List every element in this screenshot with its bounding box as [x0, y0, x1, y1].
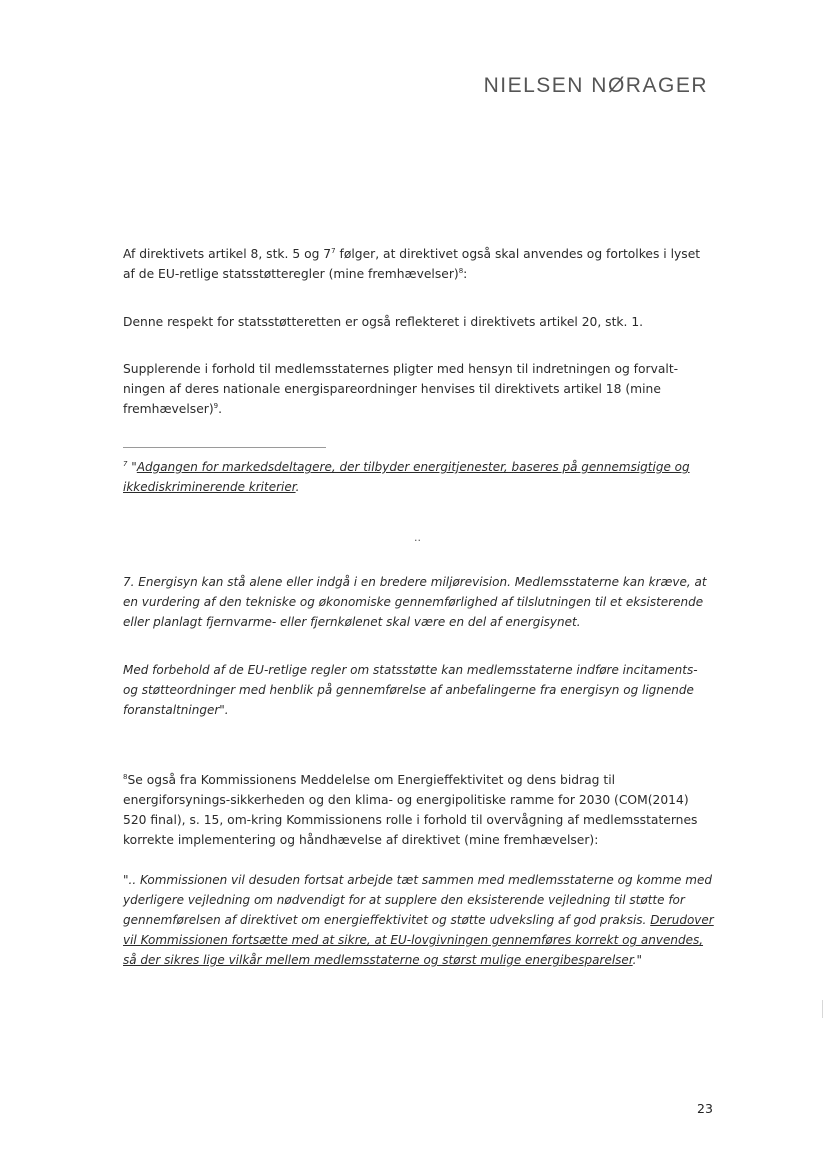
footnote-8: $^8$Se også fra Kommissionens Meddelelse om Energieffektivitet og dens bidrag til energiforsynings-sikkerheden og den klima- og energipolitiske ramme for 2030 (COM(2014) 520 final), s. 15, om-kring Kommissionens rolle i forhold til overvågning af medlemsstaternes korrekte implementering og håndhævelse af direktivet (mine fremhævelser):	[123, 772, 698, 847]
footnote-7: $^7$ "Adgangen for markedsdeltagere, der tilbyder energitjenester, baseres på gennemsigtige og ikkediskriminerende kriterier.	[123, 460, 690, 494]
quote-commission: ".. Kommissionen vil desuden fortsat arbejde tæt sammen med medlemsstaterne og komme med yderligere vejledning om nødvendigt for at supplere den eksisterende vejledning til støtte for gennemførelsen af direktivet om energieffektivitet og støtte udveksling af god praksis. Derudover vil Kommissionen fortsætte med at sikre, at EU-lovgivningen gennemføres korrekt og anvendes, så der sikres lige vilkår mellem medlemsstaterne og størst mulige energibesparelser."	[123, 873, 714, 967]
scan-edge-mark	[822, 1000, 825, 1018]
paragraph-article-18: Supplerende i forhold til medlemsstaternes pligter med hensyn til indretningen og forvalt-ningen af deres nationale energispareordninger henvises til direktivets artikel 18 (mine fremhævelser)$^9$.	[123, 362, 679, 416]
footnote-separator	[123, 447, 326, 448]
footnote-ref-9[interactable]: 9	[213, 401, 219, 410]
paragraph-article-20: Denne respekt for statsstøtteretten er også reflekteret i direktivets artikel 20, stk. 1.	[123, 315, 644, 329]
page-number: 23	[697, 1101, 713, 1116]
quote-energy-audit: 7. Energisyn kan stå alene eller indgå i en bredere miljørevision. Medlemsstaterne kan kræve, at en vurdering af den tekniske og økonomiske gennemførlighed af tilslutningen til et eksisterende eller planlagt fjernvarme- eller fjernkølenet skal være en del af energisynet.	[123, 575, 707, 629]
quote-state-aid: Med forbehold af de EU-retlige regler om statsstøtte kan medlemsstaterne indføre incitaments- og støtteordninger med henblik på gennemførelse af anbefalingerne fra energisyn og lignende foranstaltninger".	[123, 663, 698, 717]
ellipsis: ..	[414, 531, 421, 544]
company-logo: NIELSEN NØRAGER	[483, 74, 708, 97]
paragraph-article-8: Af direktivets artikel 8, stk. 5 og $7^7$ følger, at direktivet også skal anvendes og fortolkes i lyset af de EU-retlige statsstøtteregler (mine fremhævelser)$^8$:	[123, 246, 701, 281]
footnote-ref-7[interactable]: 7	[331, 246, 336, 255]
footnote-ref-8[interactable]: 8	[458, 266, 464, 275]
